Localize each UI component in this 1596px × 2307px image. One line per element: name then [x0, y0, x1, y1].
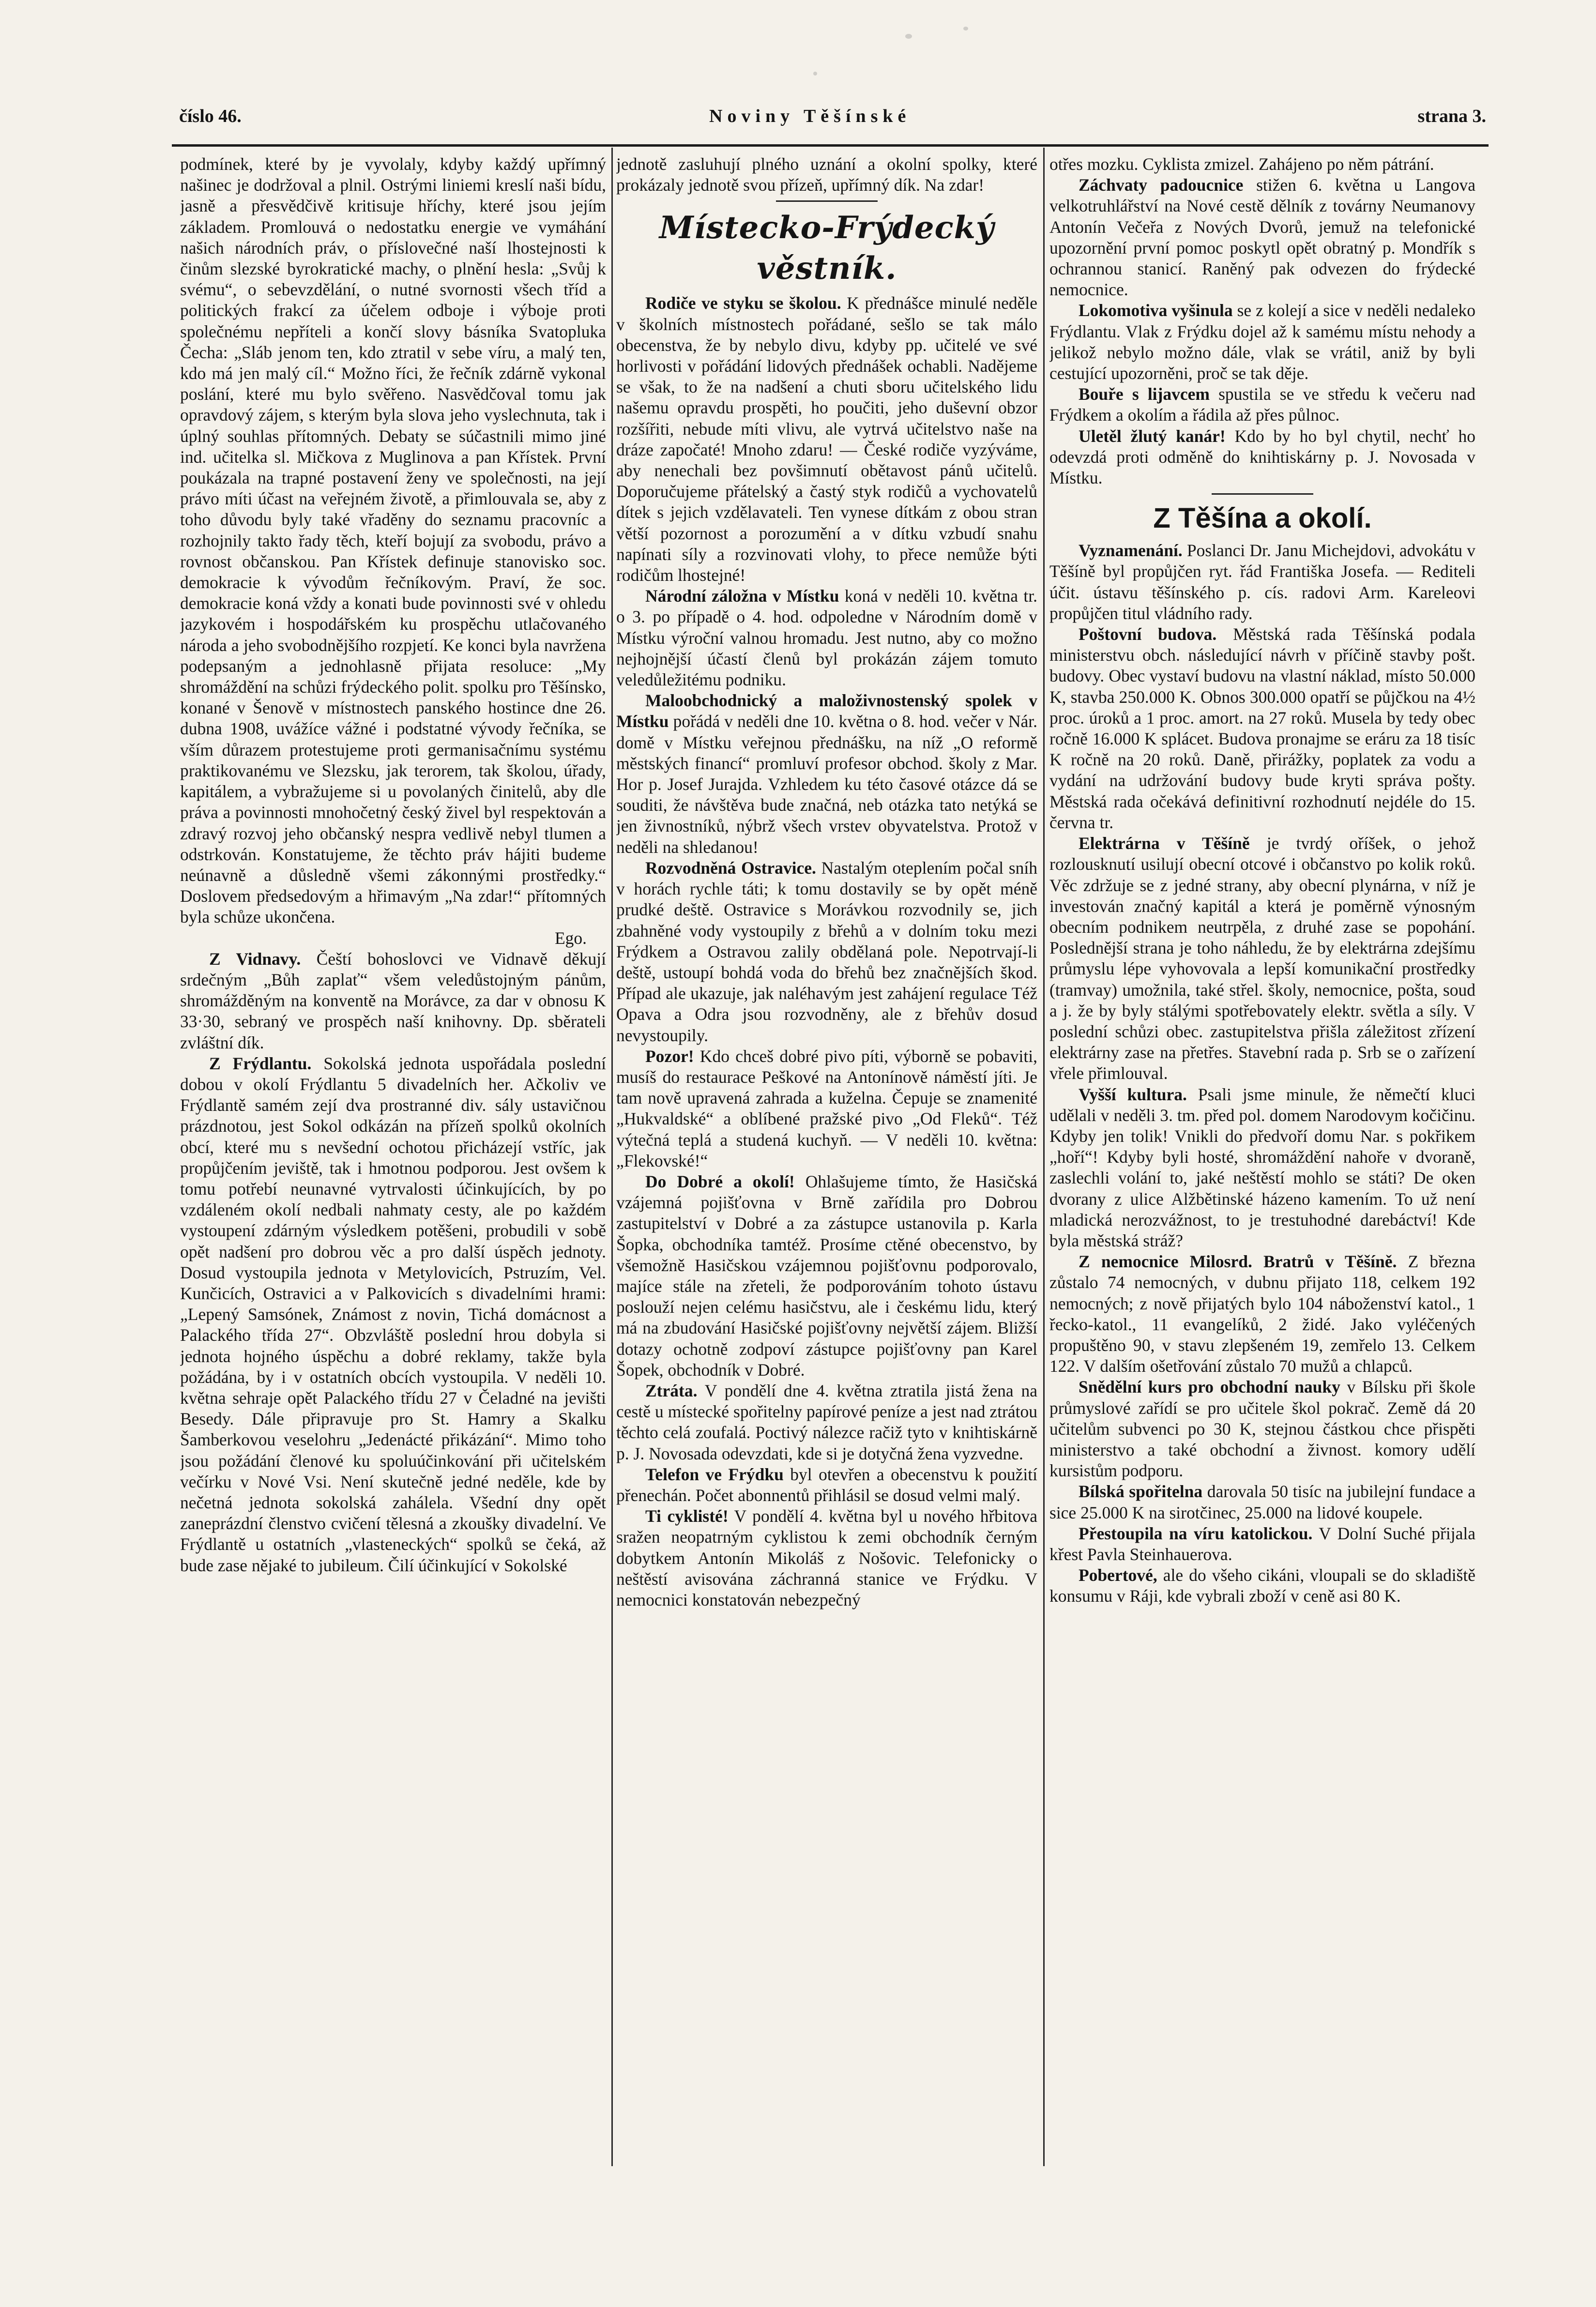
news-item-text: Z března zůstalo 74 nemocných, v dubnu přijato 118, celkem 192 nemocných; z nově přijatých bylo 104 náboženství katol., 1 řecko-katol., 11 evangelíků, 2 židé. Jako vyléčených propuštěno 90, v stavu zlepšeném 19, zemřelo 13. Celkem 122. V dalším ošetřování zůstalo 70 mužů a chlapců. [1049, 1252, 1475, 1376]
news-item-text: ale do všeho cikáni, vloupali se do skladiště konsumu v Ráji, kde vybrali zboží v ceně asi 80 K. [1049, 1565, 1475, 1606]
news-item-text: byl otevřen a obecenstvu k použití přenechán. Počet abonnentů přihlásil se dosud velmi malý. [616, 1464, 1037, 1505]
news-item-text: spustila se ve středu k večeru nad Frýdkem a okolím a řádila až přes půlnoc. [1049, 384, 1475, 425]
news-item [616, 1381, 1037, 1464]
news-item-text: koná v neděli 10. května tr. o 3. po případě o 4. hod. odpoledne v Národním domě v Místku výroční valnou hromadu. Jest nutno, aby co možno nejhojnější účastí členů byl prokázán zájem tomuto veledůležitému podniku. [616, 586, 1037, 690]
print-smudge [963, 27, 968, 30]
news-item-text: Čeští bohoslovci ve Vidnavě děkují srdečným „Bůh zaplať“ všem veledůstojným pánům, shromážděným na konventě na Morávce, za dar v obnosu K 33·30, sebraný ve prospěch naší knihovny. Dp. sběrateli zvláštní dík. [180, 949, 606, 1052]
header-rule [172, 144, 1489, 147]
news-item-text: darovala 50 tisíc na jubilejní fundace a sice 25.000 K na sirotčinec, 25.000 na lidové koupele. [1049, 1482, 1475, 1522]
news-item-lead: Vyznamenání. [1079, 541, 1183, 561]
news-item-lead: Z nemocnice Milosrd. Bratrů v Těšíně. [1079, 1252, 1397, 1272]
section-divider [1212, 493, 1313, 495]
news-item [616, 1506, 1037, 1610]
news-item-text: Poslanci Dr. Janu Michejdovi, advokátu v Těšíně byl propůjčen ryt. řád Františka Josefa. — Rediteli účit. ústavu těšínského p. cís. radovi Arm. Kareleovi propůjčen titul vládního rady. [1049, 541, 1475, 623]
news-item-text: V Dolní Suché přijala křest Pavla Steinhauerova. [1049, 1523, 1475, 1564]
news-item-vidnava [180, 949, 606, 1053]
news-item-lead: Telefon ve Frýdku [645, 1464, 784, 1484]
news-item-lead: Z Vidnavy. [209, 949, 301, 969]
news-item-lead: Přestoupila na víru katolickou. [1079, 1523, 1313, 1543]
page-header [179, 103, 1486, 132]
news-item-lead: Vyšší kultura. [1079, 1084, 1187, 1104]
news-item-text: se z kolejí a sice v neděli nedaleko Frýdlantu. Vlak z Frýdku dojel až k samému místu nehody a jelikož nebylo možno dále, vlak se vrátil, aniž by byli cestující upozorněni, proč se tak děje. [1049, 301, 1475, 383]
news-item [1049, 1481, 1475, 1523]
news-item-text: Sokolská jednota uspořádala poslední dobou v okolí Frýdlantu 5 divadelních her. Ačkoliv ve Frýdlantě samém zejí dva prostranné div. sály ustavičnou prázdnotou, jest Sokol odkázán na přízeň spolků okolních obcí, které mu s nevšední ochotou přicházejí vstříc, jak propůjčením jeviště, tak i hmotnou podporou. Jest ovšem k tomu potřebí neunavné vytrvalosti účinkujících, by po vzdáleném okolí nedbali nahmaty cesty, ale po každém vystoupení zdárným výsledkem potěšeni, probudili v sobě opět nadšení pro dobrou věc a pro další úspěch jednoty. Dosud vystoupila jednota v Metylovicích, Pstruzím, Vel. Kunčicích, Ostravici a v Palkovicích s divadelními hrami: „Lepený Samsónek, Známost z novin, Tichá domácnost a Palackého třída 27“. Obzvláště poslední hrou dobyla si jednota hojného úspěchu a dobré reklamy, takže byla požádána, by i v ostatních obcích vystoupila. V neděli 10. května sehraje opět Palackého třídu 27 v Čeladné na jevišti Besedy. Dále připravuje pro St. Hamry a Skalku Šamberkovou veselohru „Jedenácté přikázání“. Mimo toho jsou požádání členové ku spoluúčinkování při učitelském večírku v Nové Vsi. Není skutečně jedné neděle, kde by nečetná jednota sokolská zahálela. Všední dny opět zaneprázdní členstvo cvičení tělesná a zkoušky divadelní. Ve Frýdlantě u ostatních „vlasteneckých“ spolků se čeká, až bude zase nějaké to jubileum. Čilí účinkující v Sokolské [180, 1053, 606, 1575]
news-item [1049, 1565, 1475, 1607]
news-item [1049, 426, 1475, 489]
column-3 [1049, 154, 1475, 2163]
news-item-text: V pondělí 4. května byl u nového hřbitova sražen neopatrným cyklistou k zemi obchodník černým dobytkem Antonín Mikoláš z Nošovic. Telefonicky o neštěstí avisována záchranná stanice ve Frýdku. V nemocnici konstatován nebezpečný [616, 1506, 1037, 1609]
column-2 [616, 154, 1037, 2163]
news-item [1049, 833, 1475, 1084]
news-item [1049, 624, 1475, 833]
section-title-mistecko: Místecko-Frýdecký věstník. [659, 210, 995, 287]
news-item [616, 293, 1037, 586]
news-item-text: pořádá v neděli dne 10. května o 8. hod. večer v Nár. domě v Místku veřejnou přednášku, na níž „O reformě městských financí“ promluví profesor obchod. školy z Mar. Hor p. Josef Jurajda. Vzhledem ku této časové otázce dá se souditi, že návštěva bude značná, neb otázka tato netýká se jen živnostníků, nýbrž všech vrstev obyvatelstva. Protož v neděli na shledanou! [616, 712, 1037, 857]
article-signature: Ego. [554, 928, 587, 948]
news-item-lead: Lokomotiva vyšinula [1079, 301, 1233, 320]
news-item-lead: Poštovní budova. [1079, 624, 1217, 644]
news-item [1049, 384, 1475, 425]
news-item-lead: Ztráta. [645, 1381, 698, 1400]
column-1 [180, 154, 606, 2163]
news-item-lead: Rozvodněná Ostravice. [645, 858, 816, 878]
news-item-text: v Bílsku při škole průmyslové zařídí se pro učitele škol pokrač. Země dá 20 učitelům subvenci po 30 K, stejnou částkou chce přispěti ministerstvo a také obchodní a živnost. komory udělí kursistům podporu. [1049, 1377, 1475, 1481]
news-item-text: V pondělí dne 4. května ztratila jistá žena na cestě u místecké spořitelny papírové peníze a jest nad ztrátou těchto celá zoufalá. Poctivý nálezce račiž tyto v knihtiskárně p. J. Novosada odevzdati, kde si je dotyčná žena vyzvedne. [616, 1381, 1037, 1463]
news-item [1049, 175, 1475, 300]
section-title-tesin: Z Těšína a okolí. [1153, 502, 1372, 534]
article-continuation: podmínek, které by je vyvolaly, kdyby každý upřímný našinec je dodržoval a plnil. Ostrými liniemi kreslí naši bídu, jasně a přesvědčivě kritisuje hříchy, které jsou jejím základem. Promlouvá o nedostatku energie ve vymáhání našich národních práv, o příslovečné naší lhostejnosti k činům slezské byrokratické machy, o plnění hesla: „Svůj k svému“, o sebevzdělání, o nutné svornosti všech tříd a politických frakcí za účelem odboje i výboje proti společnému nepříteli a končí slovy básníka Svatopluka Čecha: „Sláb jenom ten, kdo ztratil v sebe víru, a malý ten, kdo má jen malý cíl.“ Možno říci, že řečník zdárně vykonal poslání, které mu bylo svěřeno. Nasvědčoval tomu jak opravdový zájem, s kterým byla slova jeho vyslechnuta, tak i úplný souhlas přítomných. Debaty se súčastnili mimo jiné ind. učitelka sl. Mičkova z Muglinova a pan Křístek. První poukázala na trapné postavení ženy ve společnosti, na její právo míti účast na veřejném životě, a přimlouvala se, aby z toho důvodu byly také vřaděny do seznamu pracovníc a rozhojnily takto řady těch, kteří bojují za svobodu, právo a rovnost občanskou. Pan Křístek definuje stanovisko soc. demokracie k vývodům řečníkovým. Praví, že soc. demokracie koná vždy a konati bude povinnosti své v ohledu jazykovém i hospodářském ku prospěchu utlačovaného národa a jeho svobodnějšího rozpjetí. Ke konci byla navržena podepsaným a jednohlasně přijata resoluce: „My shromáždění na schůzi frýdeckého polit. spolku pro Těšínsko, konané v Šenově v místnostech panského hostince dne 26. dubna 1908, uvážíce vážné i podstatné vývody řečníka, se vším důrazem protestujeme proti germanisačnímu systému praktikovanému ve Slezsku, jak terorem, tak školou, úřady, kapitálem, a vybražujeme si u povolaných činitelů, aby dle práva a povinnosti mnohočetný český živel byl respektován a zdravý rozvoj jeho občanský nespra vedlivě nebyl tlumen a odstrkován. Konstatujeme, že těchto práv hájiti budeme neúnavně a důsledně všemi zákonnými prostředky.“ Doslovem předsedovým a hřimavým „Na zdar!“ přítomných byla schůze ukončena. [180, 154, 606, 927]
news-item-text: Městská rada Těšínská podala ministerstvu obch. následující návrh v příčině stavby pošt. budovy. Obec vystaví budovu na vlastní náklad, místo 50.000 K, stavba 250.000 K. Obnos 300.000 opatří se půjčkou na 4½ proc. úroků a 1 proc. amort. na 27 roků. Musela by tedy obec ročně 16.000 K splácet. Budova pronajme se eráru za 18 tisíc K ročně na 20 roků. Daně, přirážky, poplatek za vodu a vydání na udržování budovy bude kryti správa pošty. Městská rada očekává definitivní rozhodnutí nejdéle do 15. června tr. [1049, 624, 1475, 832]
news-item [1049, 1251, 1475, 1377]
news-item-text: Psali jsme minule, že němečtí kluci udělali v neděli 3. tm. před pol. domem Narodovym kočičinu. Kdyby jen tolik! Vnikli do předvoří domu Nar. s pokřikem „hoří“! Kdyby byli hosté, shromáždění nahoře v dvoraně, zaslechli volání to, jaké neštěstí mohlo se státi? De oken dvorany z ulice Alžbětinské házeno kamením. To už není mladická nerozvážnost, to je trestuhodné darebáctví! Kde byla městská stráž? [1049, 1084, 1475, 1250]
article-continuation: otřes mozku. Cyklista zmizel. Zahájeno po něm pátrání. [1049, 154, 1434, 174]
news-item-text: je tvrdý oříšek, o jehož rozlousknutí usilují obecní otcové i občanstvo po kolik roků. Věc zdržuje se z jedné strany, aby obecní plynárna, v níž je investován značný kapitál a která je poměrně výnosným obecním podnikem neutrpěla, z druhé zase se popohání. Poslednější strana je toho náhledu, že by elektrárna zdejšímu průmyslu lépe vyhovovala a lepší komunikační prostředky (tramvay) umožnila, také střel. školy, nemocnice, pošta, soud a j. že by byly stálými spotřebovately elektr. světla a síly. V poslední schůzi obec. zastupitelstva přišla záležitost zřízení elektrárny zase na přetřes. Stavební rada p. Srb se o zařízení vřele přimlouval. [1049, 834, 1475, 1083]
news-item-lead: Pozor! [645, 1046, 694, 1066]
news-item-lead: Bouře s lijavcem [1079, 384, 1210, 404]
news-item-lead: Uletěl žlutý kanár! [1079, 426, 1226, 446]
news-item-text: K přednášce minulé neděle v školních místnostech pořádané, sešlo se tak málo obecenstva, že by nebylo divu, kdyby pp. učitelé ve své horlivosti v pořádání lidových přednášek ochabli. Nadějeme se však, to že na nadšení a chuti sboru učitelského lidu našemu opravdu prospěti, ho poučiti, jeho duševní obzor rozšířiti, nebude míti vlivu, ale vytrvá učitelstvo naše na dráze započaté! Mnoho zdaru! — České rodiče vyzýváme, aby nenechali bez povšimnutí obětavost pánů učitelů. Doporučujeme přátelský a častý styk rodičů a vychovatelů dítek s jejich vzdělavateli. Ten vynese dítkám z obou stran větší pozornost a porozumění a v dítku vzbudí snahu napínati síly a rozvinovati vlohy, to přece nemůže býti rodičům lhostejné! [616, 293, 1037, 585]
news-item-lead: Maloobchodnický a maloživnostenský spolek v Místku [616, 691, 1037, 731]
news-item-text: Ohlašujeme tímto, že Hasičská vzájemná pojišťovna v Brně zařídila pro Dobrou zastupitelství v Dobré a za zástupce ustanovila p. Karla Šopka, obchodníka tamtéž. Prosíme ctěné obecenstvo, by všemožně Hasičskou vzájemnou pojišťovnu podporovalo, majíce stále na zřeteli, že podporováním tohoto ústavu poslouží nejen celému hasičstvu, ale i českému lidu, který má na zbudování Hasičské pojišťovny největší zájem. Bližší dotazy ochotně zodpoví zástupce pojišťovny pan Karel Šopek, obchodník v Dobré. [616, 1171, 1037, 1380]
news-item-lead: Pobertové, [1079, 1565, 1157, 1585]
news-item-text: Kdo chceš dobré pivo píti, výborně se pobaviti, musíš do restaurace Peškové na Antonínově náměstí jíti. Je tam nově upravená zahrada a kuželna. Čepuje se znamenité „Hukvaldské“ a oblíbené pražské pivo „Od Fleků“. Též výtečná teplá a studená kuchyň. — V neděli 10. května: „Flekovské!“ [616, 1046, 1037, 1170]
news-item [616, 1171, 1037, 1381]
news-item-lead: Národní záložna v Místku [645, 586, 839, 606]
news-item-text: Kdo by ho byl chytil, nechť ho odevzdá proti odměně do knihtiskárny p. J. Novosada v Místku. [1049, 426, 1475, 488]
column-divider-1 [611, 148, 613, 2166]
news-item-lead: Elektrárna v Těšíně [1079, 834, 1250, 853]
news-item [1049, 1377, 1475, 1481]
news-item-frydlant [180, 1053, 606, 1576]
news-item-lead: Snědělní kurs pro obchodní nauky [1079, 1377, 1340, 1397]
news-item-text: Nastalým oteplením počal sníh v horách rychle táti; k tomu dostavily se by opět méně prudké deště. Ostravice s Morávkou rozvodnily se, jich zbahněné vody vystoupily z břehů a v dolním toku mezi Frýdkem a Ostravou zalily obdělaná pole. Nepotrvají-li deště, ustoupí bohdá voda do břehů bez značnějších škod. Případ ale ukazuje, jak naléhavým jest zahájení regulace Též Opava a Odra jsou rozvodněny, ale z břehův dosud nevystoupily. [616, 858, 1037, 1045]
news-item [1049, 1523, 1475, 1565]
news-item-lead: Záchvaty padoucnice [1079, 175, 1244, 195]
issue-number: číslo 46. [179, 106, 242, 126]
news-item-lead: Rodiče ve styku se školou. [645, 293, 841, 313]
news-item-lead: Bílská spořitelna [1079, 1482, 1203, 1502]
news-item-lead: Z Frýdlantu. [209, 1053, 312, 1073]
news-item [616, 1464, 1037, 1506]
news-item-lead: Ti cyklisté! [645, 1506, 729, 1526]
news-item [616, 858, 1037, 1046]
news-item [1049, 540, 1475, 624]
print-smudge [905, 34, 912, 39]
section-divider [776, 200, 878, 202]
news-item [616, 586, 1037, 690]
news-item [616, 690, 1037, 858]
news-item-text: stižen 6. května u Langova velkotruhlářství na Nové cestě dělník z továrny Neumanovy Antonín Večeřa z Nových Dvorů, jemuž na telefonické upozornění první pomoc poskytl opět obratný p. Mondřík s ochrannou stanicí. Raněný pak odvezen do frýdecké nemocnice. [1049, 175, 1475, 300]
print-smudge [813, 72, 817, 76]
page-number: strana 3. [1417, 106, 1486, 126]
column-divider-2 [1043, 148, 1045, 2166]
news-item-lead: Do Dobré a okolí! [645, 1171, 795, 1191]
newspaper-title: Noviny Těšínské [709, 106, 911, 126]
news-item [1049, 300, 1475, 384]
news-item [1049, 1084, 1475, 1252]
article-continuation: jednotě zasluhují plného uznání a okolní spolky, které prokázaly jednotě svou přízeň, upřímný dík. Na zdar! [616, 154, 1037, 195]
news-item [616, 1046, 1037, 1171]
